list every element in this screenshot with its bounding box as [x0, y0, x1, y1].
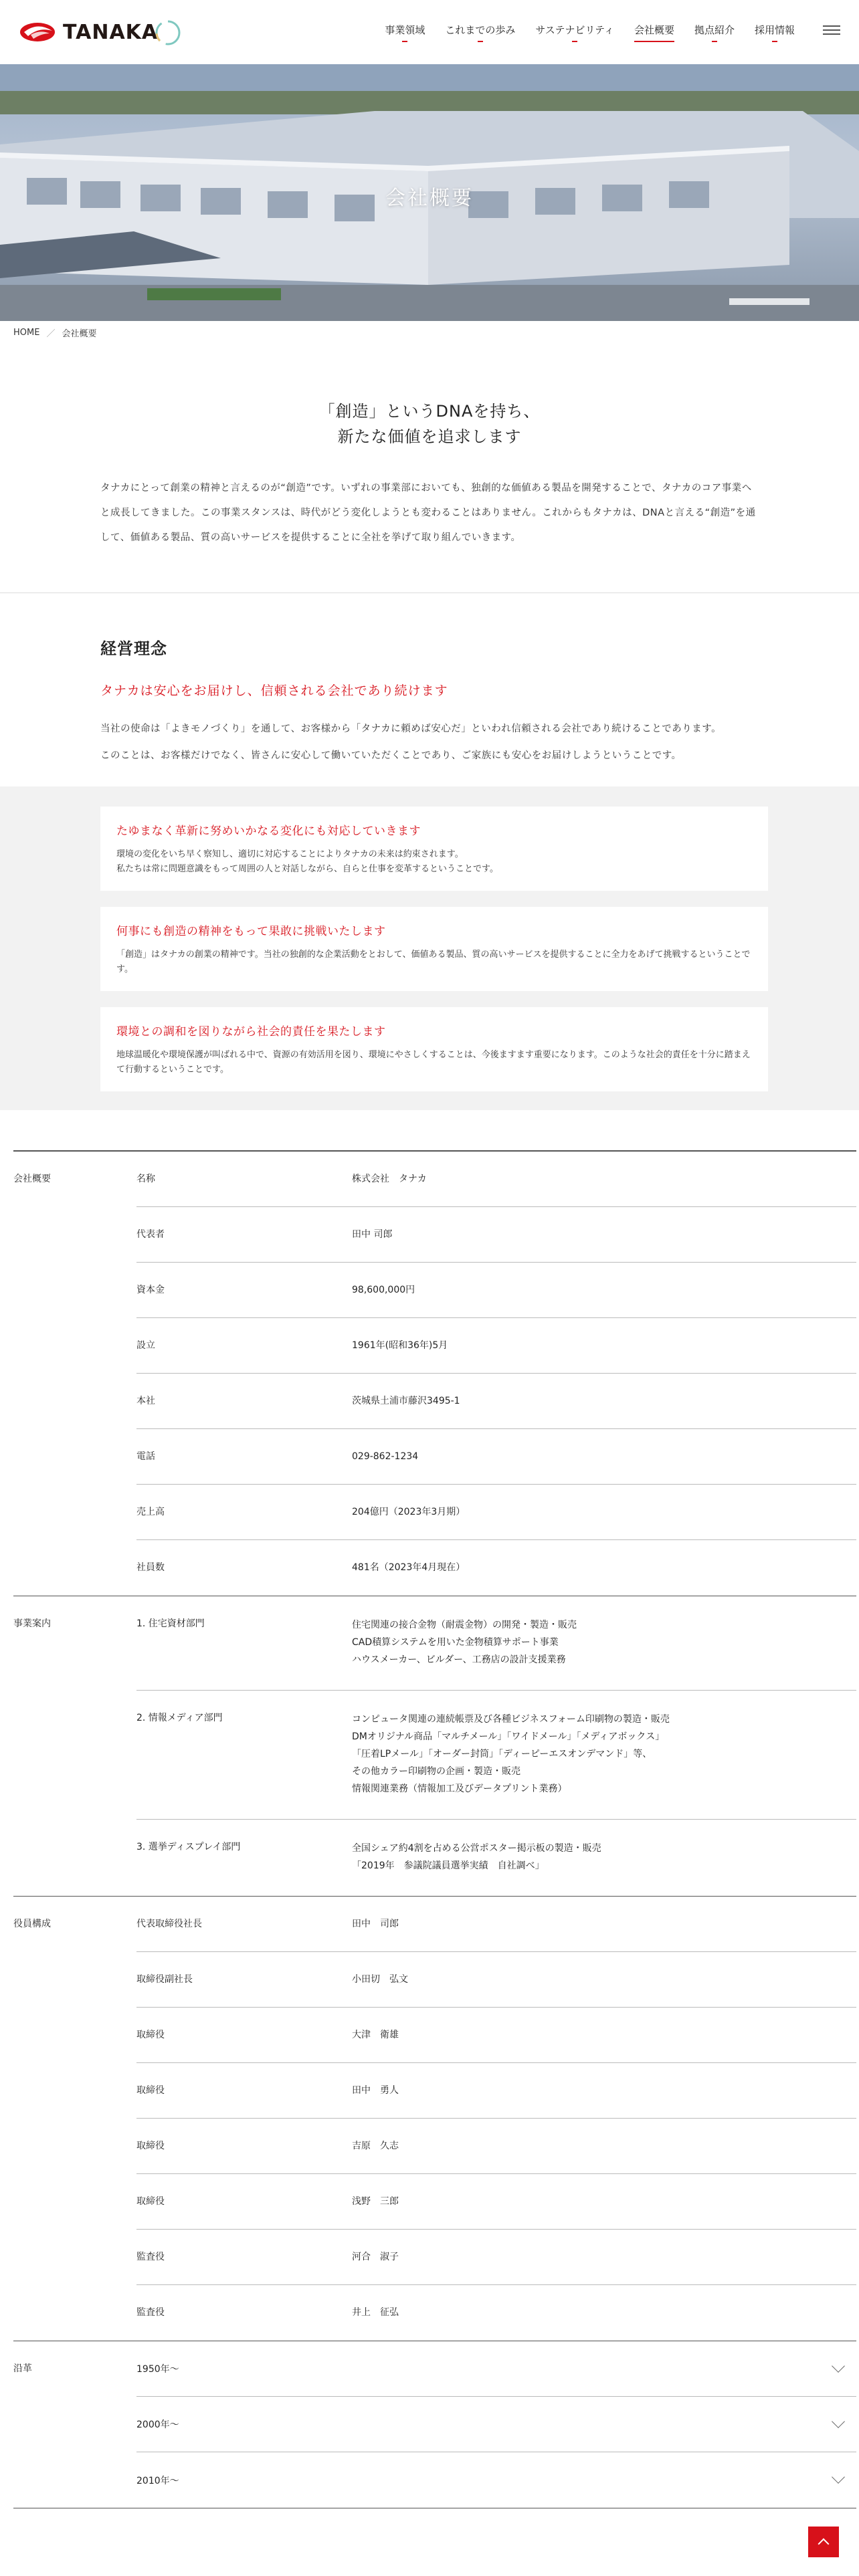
row-label: 電話: [136, 1451, 155, 1462]
overview-section: [13, 1152, 856, 1596]
row-label: 取締役: [136, 2030, 165, 2040]
row-value-line: DMオリジナル商品「マルチメール」「ワイドメール」「メディアボックス」: [352, 1731, 665, 1742]
row-value: 029-862-1234: [352, 1451, 419, 1462]
table-row: [136, 1429, 856, 1485]
row-value: 98,600,000円: [352, 1285, 415, 1295]
nav-history[interactable]: これまでの歩み: [445, 23, 515, 42]
table-row: [136, 2008, 856, 2063]
row-value: 河合 淑子: [352, 2252, 399, 2262]
company-info-table: [13, 1150, 856, 2508]
table-row: [136, 2230, 856, 2285]
row-value: 田中 司郎: [352, 1919, 399, 1929]
row-label: 設立: [136, 1340, 155, 1351]
row-value: 田中 勇人: [352, 2085, 399, 2096]
row-value: 481名（2023年4月現在）: [352, 1562, 466, 1573]
breadcrumb-home[interactable]: HOME: [13, 328, 40, 338]
row-value: 204億円（2023年3月期）: [352, 1507, 466, 1517]
row-label: 本社: [136, 1396, 155, 1406]
chevron-down-icon: [832, 2415, 845, 2428]
table-row: [136, 2285, 856, 2341]
history-accordion-2000[interactable]: [136, 2397, 856, 2452]
row-label: 取締役: [136, 2085, 165, 2096]
row-label: 資本金: [136, 1285, 165, 1295]
logo-text: TANAKA: [63, 20, 159, 44]
nav-sustainability[interactable]: サステナビリティ: [535, 23, 614, 42]
tanaka-logo[interactable]: [19, 17, 158, 47]
table-row: [136, 1596, 856, 1691]
table-row: [136, 1952, 856, 2008]
history-period: 1950年〜: [136, 2364, 179, 2375]
table-row: [136, 2063, 856, 2119]
row-value: [352, 1596, 856, 1690]
nav-locations[interactable]: 拠点紹介: [694, 23, 735, 42]
brand-circle-icon: [154, 19, 182, 47]
global-nav: [385, 23, 795, 42]
row-value: 大津 衛雄: [352, 2030, 399, 2040]
philosophy-body-line1: 当社の使命は「よきモノづくり」を通して、お客様から「タナカに頼めば安心だ」といわれ信頼される会社であり続けることであります。: [100, 724, 722, 734]
row-value-line: 全国シェア約4割を占める公営ポスター掲示板の製造・販売: [352, 1843, 601, 1854]
row-value: 株式会社 タナカ: [352, 1174, 427, 1184]
table-row: [136, 1820, 856, 1896]
card-title: たゆまなく革新に努めいかなる変化にも対応していきます: [116, 825, 421, 838]
intro-body: タナカにとって創業の精神と言えるのが“創造”です。いずれの事業部においても、独創的な価値ある製品を開発することで、タナカのコア事業へと成長してきました。この事業スタンスは、時代がどう変化しようとも変わることはありません。これからもタナカは、DNAと言える“創造”を通して、価値ある製品、質の高いサービスを提供することに全社を挙げて取り組んでいきます。: [100, 483, 756, 543]
philosophy-card: [100, 1007, 768, 1091]
row-label: 売上高: [136, 1507, 165, 1517]
chevron-down-icon: [832, 2359, 845, 2373]
row-value-line: 住宅関連の接合金物（耐震金物）の開発・製造・販売: [352, 1620, 577, 1630]
table-row: [136, 1485, 856, 1540]
row-value-line: CAD積算システムを用いた金物積算サポート事業: [352, 1637, 559, 1648]
business-label: 事業案内: [13, 1618, 51, 1629]
card-title: 何事にも創造の精神をもって果敢に挑戦いたします: [116, 925, 386, 938]
row-value: 1961年(昭和36年)5月: [352, 1340, 448, 1351]
card-text: 地球温暖化や環境保護が叫ばれる中で、資源の有効活用を図り、環境にやさしくすることは、今後ますます重要になります。このような社会的責任を十分に踏まえて行動するということです。: [116, 1050, 751, 1075]
history-period: 2000年〜: [136, 2420, 179, 2430]
breadcrumb: [13, 326, 96, 339]
row-label: 取締役: [136, 2141, 165, 2151]
officers-label: 役員構成: [13, 1919, 51, 1929]
chevron-down-icon: [832, 2470, 845, 2484]
table-row: [136, 1318, 856, 1374]
table-row: [136, 1207, 856, 1263]
philosophy-card: [100, 907, 768, 991]
table-row: [136, 1691, 856, 1820]
philosophy-heading: 経営理念: [100, 639, 167, 658]
philosophy-body-line2: このことは、お客様だけでなく、皆さんに安心して働いていただくことであり、ご家族にも安心をお届けしようということです。: [100, 750, 682, 761]
table-row: [136, 2119, 856, 2174]
history-label: 沿革: [13, 2363, 32, 2374]
history-period: 2010年〜: [136, 2475, 179, 2486]
history-accordion-1950[interactable]: [136, 2341, 856, 2397]
row-label: 代表者: [136, 1229, 165, 1240]
site-header: [0, 0, 859, 64]
row-value-line: 「圧着LPメール」「オーダー封筒」「ディーピーエスオンデマンド」等、: [352, 1749, 652, 1759]
chevron-up-icon: [818, 2539, 830, 2550]
table-row: [136, 1263, 856, 1318]
row-value: 小田切 弘文: [352, 1974, 408, 1985]
row-label: 監査役: [136, 2307, 165, 2318]
breadcrumb-separator: ／: [46, 329, 56, 339]
intro-heading-line1: 「創造」というDNAを持ち、: [318, 402, 541, 421]
nav-business[interactable]: 事業領域: [385, 23, 425, 42]
page-top-button[interactable]: [808, 2527, 839, 2557]
card-text: 環境の変化をいち早く察知し、適切に対応することによりタナカの未来は約束されます。 私たちは常に問題意識をもって周囲の人と対話しながら、自らと仕事を変革するということです。: [116, 849, 498, 874]
overview-label: 会社概要: [13, 1174, 51, 1184]
table-row: [136, 1152, 856, 1207]
nav-company[interactable]: 会社概要: [634, 23, 674, 42]
row-value-line: コンピュータ関連の連続帳票及び各種ビジネスフォーム印刷物の製造・販売: [352, 1714, 670, 1725]
row-label: 2. 情報メディア部門: [136, 1713, 223, 1723]
row-label: 名称: [136, 1174, 155, 1184]
row-value: 吉原 久志: [352, 2141, 399, 2151]
row-value: [352, 1691, 856, 1819]
nav-recruit[interactable]: 採用情報: [755, 23, 795, 42]
philosophy-body: [100, 716, 759, 769]
row-value: 浅野 三郎: [352, 2196, 399, 2207]
hero-title: 会社概要: [385, 187, 474, 210]
intro-heading-line2: 新たな価値を追求します: [337, 427, 522, 446]
breadcrumb-current: 会社概要: [62, 329, 97, 339]
row-label: 監査役: [136, 2252, 165, 2262]
card-text: 「創造」はタナカの創業の精神です。当社の独創的な企業活動をとおして、価値ある製品、質の高いサービスを提供することに全力をあげて挑戦するということです。: [116, 950, 751, 974]
card-title: 環境との調和を図りながら社会的責任を果たします: [116, 1025, 386, 1039]
row-label: 3. 選挙ディスプレイ部門: [136, 1842, 241, 1852]
philosophy-tagline: タナカは安心をお届けし、信頼される会社であり続けます: [100, 683, 448, 698]
hero-banner: [0, 64, 859, 321]
row-label: 1. 住宅資材部門: [136, 1618, 205, 1629]
row-value-line: ハウスメーカー、ビルダー、工務店の設計支援業務: [352, 1654, 566, 1665]
table-row: [136, 2174, 856, 2230]
history-section: [13, 2341, 856, 2508]
tanaka-mark-icon: [19, 20, 56, 44]
table-row: [136, 1374, 856, 1429]
officers-section: [13, 1897, 856, 2341]
row-value: 田中 司郎: [352, 1229, 393, 1240]
row-label: 取締役: [136, 2196, 165, 2207]
table-row: [136, 1897, 856, 1952]
row-value: [352, 1820, 856, 1896]
row-value-line: 「2019年 参議院議員選挙実績 自社調べ」: [352, 1860, 545, 1871]
row-value-line: 情報関連業務（情報加工及びデータプリント業務）: [352, 1784, 567, 1794]
hamburger-menu-icon[interactable]: [823, 25, 840, 37]
row-value-line: その他カラー印刷物の企画・製造・販売: [352, 1766, 520, 1777]
row-label: 取締役副社長: [136, 1974, 193, 1985]
business-section: [13, 1596, 856, 1897]
history-accordion-2010[interactable]: [136, 2452, 856, 2508]
row-value: 茨城県土浦市藤沢3495-1: [352, 1396, 460, 1406]
row-label: 代表取締役社長: [136, 1919, 202, 1929]
philosophy-card: [100, 807, 768, 891]
row-label: 社員数: [136, 1562, 165, 1573]
table-row: [136, 1540, 856, 1596]
row-value: 井上 征弘: [352, 2307, 399, 2318]
intro-heading: [0, 399, 859, 449]
